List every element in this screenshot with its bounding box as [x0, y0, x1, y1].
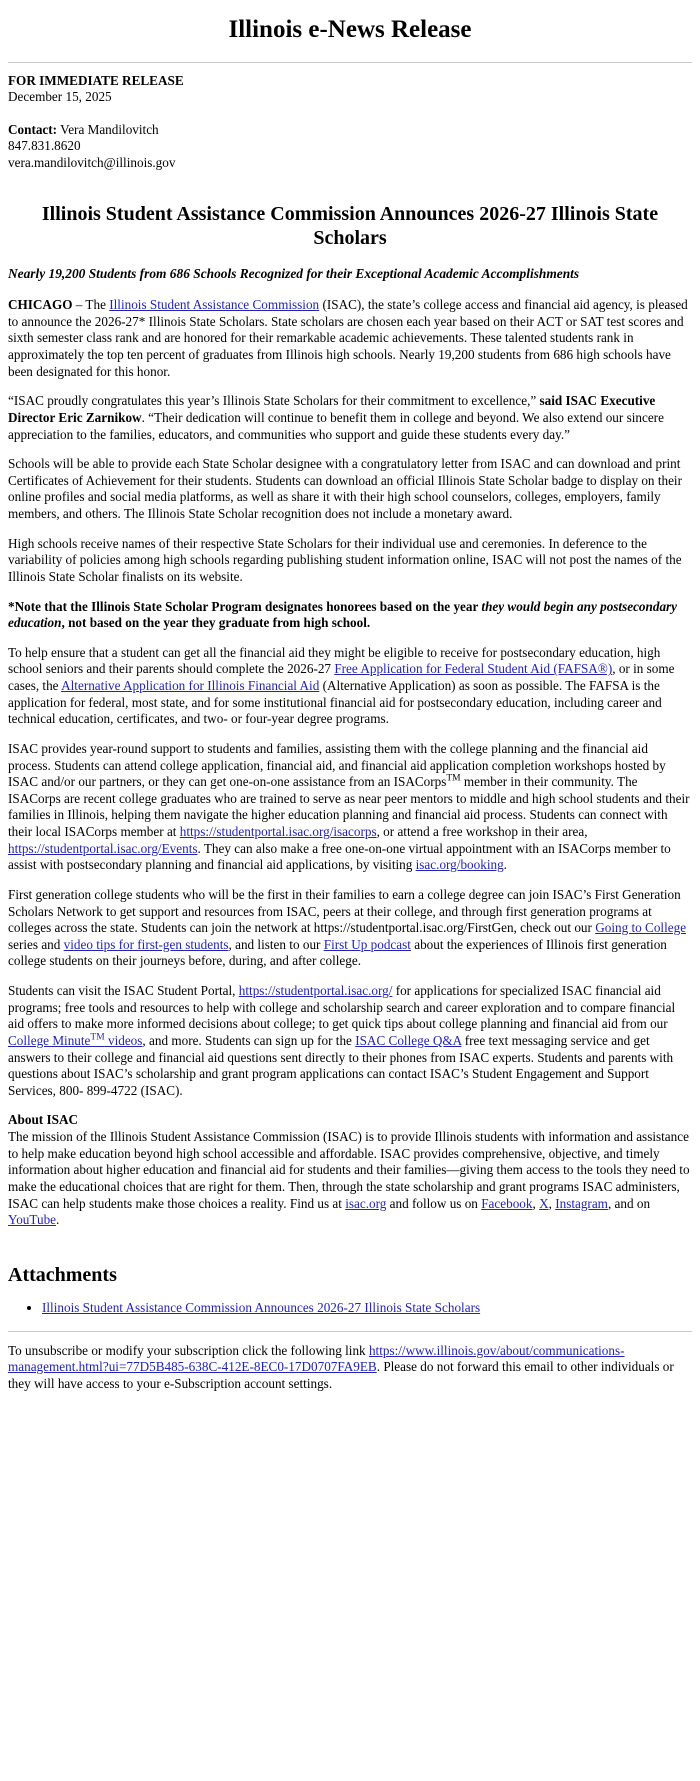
paragraph-high-schools-names: High schools receive names of their respective State Scholars for their individual use and ceremonies. In deference to the variability of policies among high schools regarding publishing student information online, ISAC will not post the names of the Illinois State Scholar finalists on its website. — [8, 535, 682, 584]
trademark-symbol-college-minute: TM — [90, 1032, 105, 1043]
attachments-heading: Attachments — [8, 1263, 117, 1286]
link-alternative-application[interactable]: Alternative Application for Illinois Financial Aid — [61, 678, 320, 694]
link-college-minute-videos[interactable] — [8, 1033, 142, 1048]
portal-part4: free text messaging service and get answers to their college and financial aid questions sent directly to their phones from ISAC experts. Students and parents with questions about ISAC’s scholarship and grant program applications can contact ISAC’s Student Engagement and Support Services, 800- 899-4722 (ISAC). — [8, 1032, 674, 1098]
link-isac-booking[interactable]: isac.org/booking — [415, 857, 504, 873]
release-date: December 15, 2025 — [8, 89, 112, 105]
link-studentportal-isacorps[interactable]: https://studentportal.isac.org/isacorps — [179, 824, 377, 840]
subheadline: Nearly 19,200 Students from 686 Schools Recognized for their Exceptional Academic Accomplishments — [8, 266, 580, 282]
college-minute-tail: videos — [104, 1032, 143, 1048]
link-instagram[interactable]: Instagram — [555, 1195, 608, 1211]
paragraph-note — [8, 599, 692, 632]
fafsa-part1: To help ensure that a student can get all the financial aid they might be eligible to receive for postsecondary education, high school seniors and their parents should complete the 2026-27 — [8, 644, 661, 677]
quote-open: “ISAC proudly congratulates this year’s Illinois State Scholars for their commitment to excellence,” — [8, 393, 540, 409]
about-part3: , and on — [607, 1195, 651, 1211]
contact-phone: 847.831.8620 — [8, 138, 81, 154]
paragraph-lead — [8, 297, 692, 380]
attachments-list — [8, 1300, 692, 1317]
footer-outro: . Please do not forward this email to other individuals or they will have access to your e-Subscription account settings. — [8, 1359, 674, 1392]
contact-name-line — [8, 122, 692, 139]
paragraph-isacorps — [8, 741, 692, 874]
dateline: CHICAGO — [8, 297, 73, 313]
paragraph-fafsa — [8, 645, 692, 728]
paragraph-student-portal — [8, 983, 692, 1099]
portal-part1: Students can visit the ISAC Student Portal, — [8, 983, 239, 999]
link-student-portal[interactable]: https://studentportal.isac.org/ — [238, 983, 393, 999]
contact-name: Vera Mandilovitch — [60, 121, 159, 137]
enews-release-document — [0, 14, 700, 1407]
quote-attribution: said ISAC Executive Director Eric Zarnikow — [8, 393, 656, 425]
page-title: Illinois e-News Release — [228, 16, 472, 43]
note-part2: , not based on the year they graduate from high school. — [61, 615, 371, 631]
lead-rest: (ISAC), the state’s college access and financial aid agency, is pleased to announce the 2026-27* Illinois State Scholars. State scholars are chosen each year based on their ACT or SAT test scores and sixth semester class rank and are honored for their remarkable academic achievements. These talented students rank in approximately the top ten percent of graduates from Illinois high schools. Nearly 19,200 students from 686 high schools have been designated for this honor. — [8, 297, 688, 379]
isacorps-part3: , or attend a free workshop in their area, — [376, 824, 588, 840]
fafsa-part3: (Alternative Application) as soon as possible. The FAFSA is the application for federal, most state, and for some institutional financial aid for postsecondary education, including career and technical education, certificates, and two- or four-year degree programs. — [8, 678, 662, 727]
link-isac-college-qa[interactable]: ISAC College Q&A — [355, 1032, 462, 1048]
paragraph-schools-letters: Schools will be able to provide each State Scholar designee with a congratulatory letter from ISAC and can download and print Certificates of Achievement for their students. Students can download an official Illinois State Scholar badge to display on their online profiles and social media platforms, as well as share it with their high school counselors, colleges, employers, family members, and others. The Illinois State Scholar recognition does not include a monetary award. — [8, 456, 682, 522]
contact-label: Contact: — [8, 121, 58, 137]
lead-before-link: – The — [72, 297, 110, 313]
isacorps-part4: . They can also make a free one-on-one virtual appointment with an ISACorps member to assist with postsecondary planning and financial aid applications, by visiting — [8, 840, 671, 873]
about-part1: The mission of the Illinois Student Assistance Commission (ISAC) is to provide Illinois students with information and assistance to help make education beyond high school accessible and affordable. ISAC provides comprehensive, objective, and timely information about higher education and financial aid for students and their families—giving them access to the tools they need to make the educational choices that are right for them. Then, through the state scholarship and grant programs ISAC administers, ISAC can help students make those choices a reality. Find us at — [8, 1129, 690, 1211]
quote-rest: . “Their dedication will continue to benefit them in college and beyond. We also extend our sincere appreciation to the families, educators, and communities who support and guide these students every day.” — [8, 409, 664, 442]
paragraph-first-generation — [8, 887, 692, 970]
note-part1: *Note that the Illinois State Scholar Program designates honorees based on the year — [8, 598, 482, 614]
about-isac-heading — [8, 1112, 692, 1129]
footer-unsubscribe — [8, 1343, 692, 1393]
isacorps-part1: ISAC provides year-round support to students and families, assisting them with the college planning and the financial aid process. Students can attend college application, financial aid, and financial aid application completion workshops hosted by ISAC and/or our partners, or they can get one-on-one assistance from an ISACorps — [8, 740, 666, 790]
link-video-tips-first-gen[interactable]: video tips for first-gen students — [63, 936, 229, 952]
note-italic: they would begin any postsecondary education — [8, 598, 678, 631]
link-illinois-student-assistance-commission[interactable]: Illinois Student Assistance Commission — [109, 297, 320, 313]
link-unsubscribe[interactable]: https://www.illinois.gov/about/communications-management.html?ui=77D5B485-638C-412E-8EC0-17D0707FA9EB — [8, 1342, 625, 1375]
headline: Illinois Student Assistance Commission Announces 2026-27 Illinois State Scholars — [41, 202, 659, 250]
trademark-symbol-isacorps: TM — [446, 773, 461, 784]
link-facebook[interactable]: Facebook — [481, 1195, 533, 1211]
fafsa-part2: , or in some cases, the — [8, 661, 675, 694]
footer-intro: To unsubscribe or modify your subscription click the following link — [8, 1342, 369, 1358]
link-going-to-college[interactable]: Going to College — [595, 920, 687, 936]
footer-divider — [8, 1331, 692, 1332]
link-isac-org[interactable]: isac.org — [345, 1195, 387, 1211]
link-fafsa[interactable]: Free Application for Federal Student Aid (FAFSA®) — [334, 661, 613, 677]
isacorps-part2: member in their community. The ISACorps are recent college graduates who are trained to serve as near peer mentors to middle and high school students and their families in Illinois, helping them navigate the higher education planning and financial aid process. Students can connect with their local ISACorps member at — [8, 774, 690, 840]
firstgen-part2: series and — [8, 936, 64, 952]
about-part2: and follow us on — [386, 1195, 482, 1211]
link-youtube[interactable]: YouTube — [8, 1212, 57, 1228]
firstgen-part4: about the experiences of Illinois first generation college students on their journeys before, during, and after college. — [8, 936, 667, 969]
firstgen-part3: , and listen to our — [228, 936, 324, 952]
link-x[interactable]: X — [539, 1195, 549, 1211]
paragraph-quote — [8, 393, 692, 443]
list-item — [42, 1300, 692, 1317]
contact-email: vera.mandilovitch@illinois.gov — [8, 155, 176, 170]
about-sep1: , — [532, 1195, 540, 1211]
isacorps-part5: . — [503, 857, 507, 873]
link-studentportal-events[interactable]: https://studentportal.isac.org/Events — [8, 840, 198, 856]
about-part4: . — [56, 1212, 60, 1228]
attachment-link[interactable]: Illinois Student Assistance Commission Announces 2026-27 Illinois State Scholars — [42, 1299, 481, 1315]
header-divider — [8, 62, 692, 63]
portal-part3: , and more. Students can sign up for the — [142, 1032, 356, 1048]
about-isac-heading-text: About ISAC — [8, 1112, 78, 1128]
immediate-release-label: FOR IMMEDIATE RELEASE — [8, 72, 184, 88]
contact-block — [8, 122, 692, 172]
about-sep2: , — [548, 1195, 556, 1211]
firstgen-part1: First generation college students who will be the first in their families to earn a college degree can join ISAC’s First Generation Scholars Network to get support and resources from ISAC, peers at their college, and through first generation programs at colleges across the state. Students can join the network at https://studentportal.isac.org/FirstGen, check out our — [8, 886, 681, 936]
paragraph-about-isac — [8, 1129, 692, 1229]
portal-part2: for applications for specialized ISAC financial aid programs; free tools and resources to help with college and scholarship search and career exploration and to compare financial aid offers to make more informed decisions about college; to get quick tips about college planning and financial aid from our — [8, 983, 676, 1032]
link-first-up-podcast[interactable]: First Up podcast — [323, 936, 411, 952]
college-minute-label: College Minute — [8, 1032, 91, 1048]
